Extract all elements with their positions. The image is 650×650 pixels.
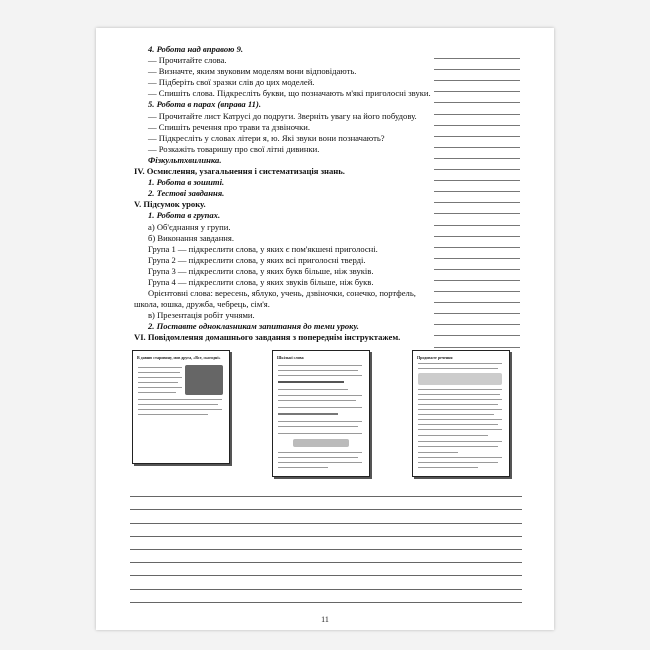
item-number: 1. — [148, 210, 155, 221]
line-text: Група 1 — підкреслити слова, у яких є пом'якшені приголосні. — [148, 243, 378, 254]
writing-lines — [130, 484, 522, 603]
item-number: 4. — [148, 44, 155, 54]
writing-line — [130, 484, 522, 497]
note-line — [434, 303, 520, 314]
writing-line — [130, 576, 522, 589]
line-text: — Визначте, яким звуковим моделям вони відповідають. — [148, 66, 357, 77]
writing-line — [130, 524, 522, 537]
item-number: 2. — [148, 188, 155, 199]
line-text: Група 3 — підкреслити слова, у яких букв більше, ніж звуків. — [148, 265, 374, 276]
note-line — [434, 226, 520, 237]
textbook-thumbnail-2 — [272, 350, 370, 477]
line-text: IV. Осмислення, узагальнення і систематизація знань. — [134, 166, 345, 177]
thumbnail-table — [418, 373, 502, 385]
lesson-plan-text — [134, 44, 444, 344]
line-text: — Підкресліть у словах літери я, ю. Які звуки вони позначають? — [148, 132, 385, 143]
text-line — [134, 266, 444, 277]
text-line — [134, 321, 444, 332]
line-text: Робота в групах. — [156, 210, 221, 221]
note-line — [434, 59, 520, 70]
line-text: Робота над вправою 9. — [156, 44, 244, 54]
note-line — [434, 214, 520, 225]
note-line — [434, 203, 520, 214]
note-line — [434, 181, 520, 192]
note-line — [434, 325, 520, 336]
text-line — [134, 299, 444, 310]
page-number: 11 — [321, 615, 329, 624]
text-line — [134, 55, 444, 66]
note-line — [434, 336, 520, 347]
text-line — [134, 133, 444, 144]
line-text: Група 2 — підкреслити слова, у яких всі приголосні тверді. — [148, 254, 366, 265]
note-line — [434, 115, 520, 126]
note-line — [434, 314, 520, 325]
writing-line — [130, 537, 522, 550]
text-line — [134, 44, 444, 55]
item-number: 1. — [148, 177, 155, 188]
line-text: Група 4 — підкреслити слова, у яких звуків більше, ніж букв. — [148, 276, 374, 287]
writing-line — [130, 497, 522, 510]
note-line — [434, 281, 520, 292]
line-text: VI. Повідомлення домашнього завдання з попереднім інструктажем. — [134, 332, 401, 343]
textbook-thumbnail-1 — [132, 350, 230, 464]
line-text: Поставте одноклasникам запитання до теми уроку. — [156, 321, 359, 332]
text-line — [134, 222, 444, 233]
note-line — [434, 103, 520, 114]
line-text: Робота в зошиті. — [156, 177, 225, 188]
note-line — [434, 48, 520, 59]
writing-line — [130, 510, 522, 523]
text-line — [134, 233, 444, 244]
text-line — [134, 288, 444, 299]
text-line — [134, 122, 444, 133]
note-line — [434, 81, 520, 92]
thumbnail-heading: Шкільні слова — [277, 355, 304, 360]
textbook-thumbnail-3 — [412, 350, 510, 477]
writing-line — [130, 550, 522, 563]
workbook-page — [96, 28, 554, 630]
writing-line — [130, 590, 522, 603]
line-text: — Розкажіть товаришу про свої літні дивинки. — [148, 143, 320, 154]
note-line — [434, 248, 520, 259]
text-line — [134, 277, 444, 288]
text-line — [134, 99, 444, 110]
line-text: Робота в парах (вправа 11). — [156, 99, 261, 110]
item-number: 2. — [148, 321, 155, 332]
thumbnail-heading: В давню старовину, мов друга, «Все, сьогодні» — [137, 355, 221, 360]
text-line — [134, 155, 444, 166]
text-line — [134, 177, 444, 188]
line-text: в) Презентація робіт учнями. — [148, 310, 255, 321]
note-line — [434, 137, 520, 148]
note-line — [434, 92, 520, 103]
note-line — [434, 70, 520, 81]
thumbnail-diagram — [293, 439, 349, 447]
text-line — [134, 144, 444, 155]
note-line — [434, 192, 520, 203]
note-line — [434, 237, 520, 248]
line-text: — Підберіть свої зразки слів до цих моделей. — [148, 77, 315, 88]
item-number: 5. — [148, 99, 155, 110]
line-text: Тестові завдання. — [156, 188, 225, 199]
line-text: школа, юшка, дружба, чебрець, сім'я. — [134, 299, 270, 310]
line-text: — Спишіть речення про трави та дзвіночки. — [148, 121, 311, 132]
line-text: Орієнтовні слова: вересень, яблуко, учень, дзвіночки, сонечко, портфель, — [148, 288, 416, 299]
line-text: б) Виконання завдання. — [148, 232, 234, 243]
thumbnail-heading: Продовжте речення — [417, 355, 453, 360]
text-line — [134, 199, 444, 210]
note-line — [434, 159, 520, 170]
text-line — [134, 332, 444, 343]
text-line — [134, 210, 444, 221]
thumbnail-illustration — [185, 365, 223, 395]
note-line — [434, 270, 520, 281]
note-line — [434, 126, 520, 137]
text-line — [134, 310, 444, 321]
notes-ruled-column — [434, 48, 520, 348]
text-line — [134, 88, 444, 99]
text-line — [134, 188, 444, 199]
text-line — [134, 166, 444, 177]
writing-line — [130, 563, 522, 576]
line-text: Фізкультхвилинка. — [148, 154, 222, 165]
text-line — [134, 111, 444, 122]
line-text: — Прочитайте слова. — [148, 55, 227, 66]
text-line — [134, 244, 444, 255]
note-line — [434, 148, 520, 159]
line-text: — Спишіть слова. Підкресліть букви, що позначають м'які приголосні звуки. — [148, 88, 431, 99]
note-line — [434, 259, 520, 270]
text-line — [134, 255, 444, 266]
line-text: V. Підсумок уроку. — [134, 199, 206, 210]
line-text: — Прочитайте лист Катрусі до подруги. Зверніть увагу на його побудову. — [148, 110, 417, 121]
text-line — [134, 77, 444, 88]
note-line — [434, 170, 520, 181]
line-text: а) Об'єднання у групи. — [148, 221, 231, 232]
text-line — [134, 66, 444, 77]
note-line — [434, 292, 520, 303]
